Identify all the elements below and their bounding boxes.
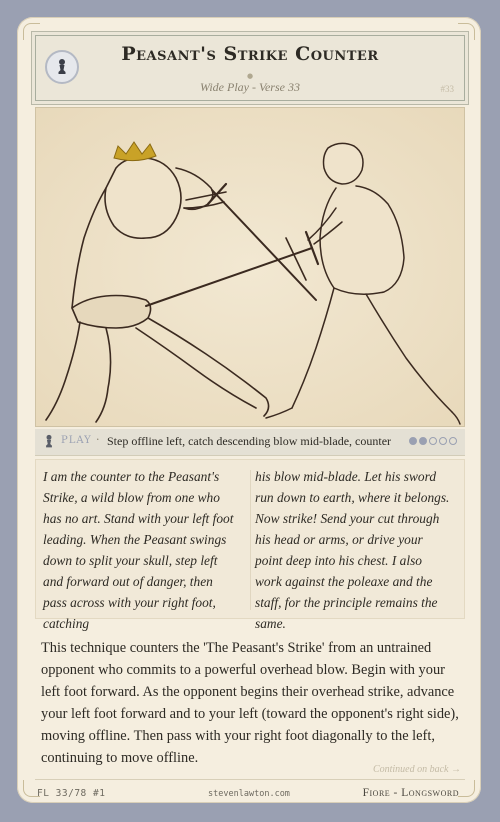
progress-dot [449, 437, 457, 445]
verse-panel [35, 459, 465, 631]
footer-website: stevenlawton.com [208, 789, 290, 799]
verse-right-column: his blow mid-blade. Let his sword run down to earth, where it belongs. Now strike! Send your cut through his head or arms, or drive your point deep into his chest. I also work against the poleaxe and the staff, for the principle remains the same. [255, 469, 450, 631]
fencers-illustration [36, 108, 464, 426]
card-number: #33 [440, 84, 454, 94]
play-separator: · [96, 433, 100, 446]
progress-dots [409, 437, 457, 445]
column-divider [250, 470, 251, 610]
play-summary: Step offline left, catch descending blow mid-blade, counter [107, 434, 392, 448]
technique-card [17, 17, 481, 803]
footer-source: Fiore - Longsword [362, 787, 459, 799]
play-label: PLAY [61, 435, 92, 446]
progress-dot [419, 437, 427, 445]
card-title: Peasant's Strike Counter [121, 43, 379, 65]
footer-code: FL 33/78 #1 [37, 788, 106, 799]
footer-rule [35, 779, 465, 780]
chess-pawn-icon [43, 434, 55, 449]
play-bar [35, 429, 465, 456]
illustration [35, 107, 465, 427]
technique-description: This technique counters the 'The Peasant's Strike' from an untrained opponent who commits to a powerful overhead blow. Begin with your left foot forward. As the opponent begins their overhead strike, advance your left foot forward and to your left (toward the opponent's right side), moving offline. Then pass with your right foot diagonally to the left, continuing to move offline. [41, 640, 459, 766]
progress-dot [409, 437, 417, 445]
progress-dot [429, 437, 437, 445]
continued-on-back: Continued on back → [372, 764, 461, 775]
verse-left-column: I am the counter to the Peasant's Strike, a wild blow from one who has no art. Stand with your left foot leading. When the Peasant swings down to split your skull, step left and forward out of danger, then pass across with your right foot, catching [43, 469, 234, 631]
progress-dot [439, 437, 447, 445]
card-subtitle: Wide Play - Verse 33 [200, 80, 300, 94]
divider-dot: ● [246, 72, 254, 80]
card-header [35, 35, 465, 101]
